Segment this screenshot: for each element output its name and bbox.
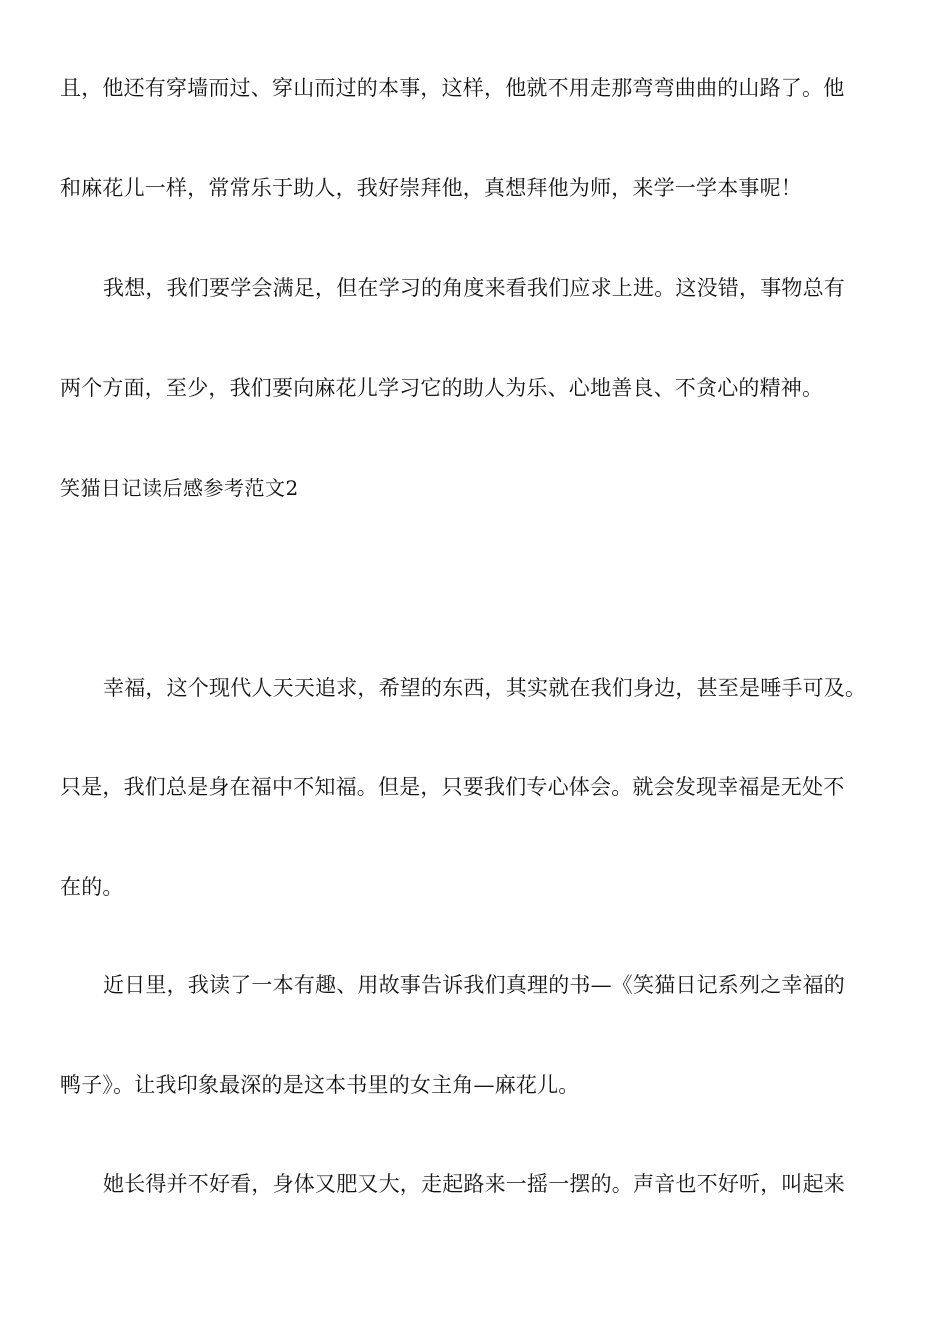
paragraph-line: 只是，我们总是身在福中不知福。但是，只要我们专心体会。就会发现幸福是无处不 (60, 775, 845, 799)
paragraph-line: 她长得并不好看，身体又肥又大，走起路来一摇一摆的。声音也不好听，叫起来 (103, 1172, 845, 1196)
paragraph-line: 和麻花儿一样，常常乐于助人，我好崇拜他，真想拜他为师，来学一学本事呢！ (60, 176, 802, 200)
paragraph-line: 在的。 (60, 875, 124, 899)
paragraph-line: 两个方面，至少，我们要向麻花儿学习它的助人为乐、心地善良、不贪心的精神。 (60, 376, 824, 400)
section-heading: 笑猫日记读后感参考范文2 (60, 476, 299, 500)
paragraph-line: 且，他还有穿墙而过、穿山而过的本事，这样，他就不用走那弯弯曲曲的山路了。他 (60, 76, 845, 100)
paragraph-line: 近日里，我读了一本有趣、用故事告诉我们真理的书—《笑猫日记系列之幸福的 (103, 973, 845, 997)
paragraph-line: 幸福，这个现代人天天追求，希望的东西，其实就在我们身边，甚至是唾手可及。 (103, 676, 867, 700)
paragraph-line: 我想，我们要学会满足，但在学习的角度来看我们应求上进。这没错，事物总有 (103, 276, 845, 300)
paragraph-line: 鸭子》。让我印象最深的是这本书里的女主角—麻花儿。 (60, 1073, 580, 1097)
